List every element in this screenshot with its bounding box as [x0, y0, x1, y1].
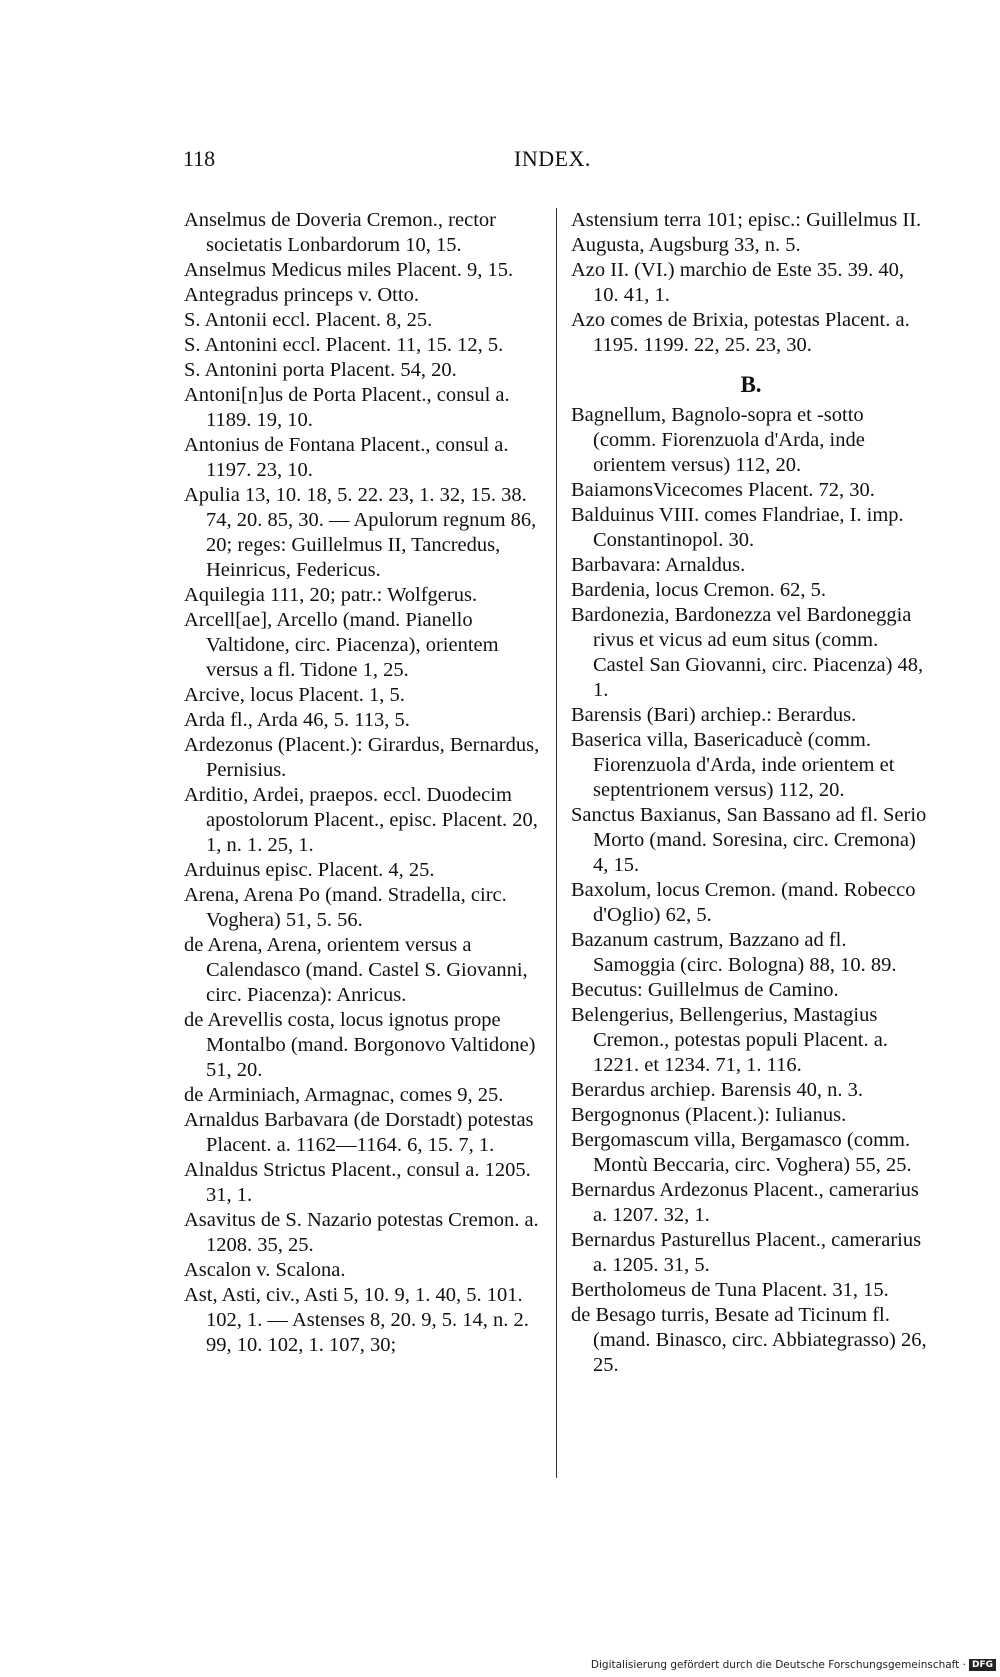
index-entry: Bazanum castrum, Bazzano ad fl. Samoggia (circ. Bologna) 88, 10. 89.: [571, 929, 897, 976]
index-entry: Bergognonus (Placent.): Iulianus.: [571, 1104, 847, 1126]
index-entry: Anselmus Medicus miles Placent. 9, 15.: [184, 259, 514, 281]
index-entry: Arena, Arena Po (mand. Stradella, circ. Voghera) 51, 5. 56.: [184, 884, 507, 931]
index-entry: Baserica villa, Basericaducè (comm. Fiorenzuola d'Arda, inde orientem et septentrionem versus) 112, 20.: [571, 729, 895, 801]
index-entry: Anselmus de Doveria Cremon., rector societatis Lonbardorum 10, 15.: [184, 209, 496, 256]
index-column-left: [184, 208, 544, 1358]
index-entry: Sanctus Baxianus, San Bassano ad fl. Serio Morto (mand. Soresina, circ. Cremona) 4, 15.: [571, 804, 927, 876]
section-letter-b: B.: [740, 372, 762, 397]
index-entry: Balduinus VIII. comes Flandriae, I. imp. Constantinopol. 30.: [571, 504, 904, 551]
index-entry: Alnaldus Strictus Placent., consul a. 1205. 31, 1.: [184, 1159, 531, 1206]
index-entry: Becutus: Guillelmus de Camino.: [571, 979, 839, 1001]
index-entry: Bardonezia, Bardonezza vel Bardoneggia rivus et vicus ad eum situs (comm. Castel San Giovanni, circ. Piacenza) 48, 1.: [571, 604, 924, 701]
index-entry: S. Antonini porta Placent. 54, 20.: [184, 359, 457, 381]
index-entry: Ascalon v. Scalona.: [184, 1259, 346, 1281]
index-entry: Arda fl., Arda 46, 5. 113, 5.: [184, 709, 410, 731]
index-entry: S. Antonini eccl. Placent. 11, 15. 12, 5.: [184, 334, 504, 356]
column-divider: [556, 208, 557, 1478]
index-entry: BaiamonsVicecomes Placent. 72, 30.: [571, 479, 875, 501]
index-entry: Ast, Asti, civ., Asti 5, 10. 9, 1. 40, 5. 101. 102, 1. — Astenses 8, 20. 9, 5. 14, n. 2. 99, 10. 102, 1. 107, 30;: [184, 1284, 529, 1356]
index-entry: Arcell[ae], Arcello (mand. Pianello Valtidone, circ. Piacenza), orientem versus a fl. Tidone 1, 25.: [184, 609, 499, 681]
index-entry: Ardezonus (Placent.): Girardus, Bernardus, Pernisius.: [184, 734, 540, 781]
index-entry: Antoni[n]us de Porta Placent., consul a. 1189. 19, 10.: [184, 384, 510, 431]
index-entry: Arduinus episc. Placent. 4, 25.: [184, 859, 435, 881]
index-entry: Apulia 13, 10. 18, 5. 22. 23, 1. 32, 15. 38. 74, 20. 85, 30. — Apulorum regnum 86, 20; reges: Guillelmus II, Tancredus, Heinricus, Federicus.: [184, 484, 537, 581]
index-entry: Barensis (Bari) archiep.: Berardus.: [571, 704, 857, 726]
index-entry: Barbavara: Arnaldus.: [571, 554, 746, 576]
index-entry: de Arena, Arena, orientem versus a Calendasco (mand. Castel S. Giovanni, circ. Piacenza): Anricus.: [184, 934, 528, 1006]
page-number: 118: [183, 146, 216, 171]
page-title: INDEX.: [514, 146, 591, 171]
index-entry: Belengerius, Bellengerius, Mastagius Cremon., potestas populi Placent. a. 1221. et 1234. 71, 1. 116.: [571, 1004, 888, 1076]
index-entry: Astensium terra 101; episc.: Guillelmus II.: [571, 209, 922, 231]
footer-credit: [591, 1659, 996, 1671]
index-entry: Berardus archiep. Barensis 40, n. 3.: [571, 1079, 864, 1101]
index-entry: de Arevellis costa, locus ignotus prope Montalbo (mand. Borgonovo Valtidone) 51, 20.: [184, 1009, 536, 1081]
index-entry: Bernardus Ardezonus Placent., camerarius a. 1207. 32, 1.: [571, 1179, 919, 1226]
index-entry: Azo comes de Brixia, potestas Placent. a. 1195. 1199. 22, 25. 23, 30.: [571, 309, 910, 356]
footer-text: Digitalisierung gefördert durch die Deutsche Forschungsgemeinschaft ·: [590, 1659, 966, 1671]
index-entry: Bernardus Pasturellus Placent., camerarius a. 1205. 31, 5.: [571, 1229, 922, 1276]
index-entry: Asavitus de S. Nazario potestas Cremon. a. 1208. 35, 25.: [184, 1209, 539, 1256]
index-entry: Arnaldus Barbavara (de Dorstadt) potestas Placent. a. 1162—1164. 6, 15. 7, 1.: [184, 1109, 534, 1156]
index-entry: Arditio, Ardei, praepos. eccl. Duodecim apostolorum Placent., episc. Placent. 20, 1, n. 1. 25, 1.: [184, 784, 538, 856]
index-entry: Antonius de Fontana Placent., consul a. 1197. 23, 10.: [184, 434, 509, 481]
index-entry: Antegradus princeps v. Otto.: [184, 284, 419, 306]
index-entry: Azo II. (VI.) marchio de Este 35. 39. 40, 10. 41, 1.: [571, 259, 905, 306]
index-entry: de Besago turris, Besate ad Ticinum fl. (mand. Binasco, circ. Abbiategrasso) 26, 25.: [571, 1304, 927, 1376]
index-column-right: [571, 208, 931, 1378]
index-entry: Bergomascum villa, Bergamasco (comm. Montù Beccaria, circ. Voghera) 55, 25.: [571, 1129, 912, 1176]
index-entry: Bertholomeus de Tuna Placent. 31, 15.: [571, 1279, 889, 1301]
index-entry: Augusta, Augsburg 33, n. 5.: [571, 234, 801, 256]
index-entry: Baxolum, locus Cremon. (mand. Robecco d'Oglio) 62, 5.: [571, 879, 916, 926]
index-entry: Arcive, locus Placent. 1, 5.: [184, 684, 405, 706]
dfg-logo: DFG: [969, 1659, 996, 1671]
index-entry: S. Antonii eccl. Placent. 8, 25.: [184, 309, 433, 331]
index-entry: Bardenia, locus Cremon. 62, 5.: [571, 579, 827, 601]
index-entry: de Arminiach, Armagnac, comes 9, 25.: [184, 1084, 504, 1106]
index-entry: Bagnellum, Bagnolo-sopra et -sotto (comm. Fiorenzuola d'Arda, inde orientem versus) 112, 20.: [571, 404, 865, 476]
index-entry: Aquilegia 111, 20; patr.: Wolfgerus.: [184, 584, 478, 606]
